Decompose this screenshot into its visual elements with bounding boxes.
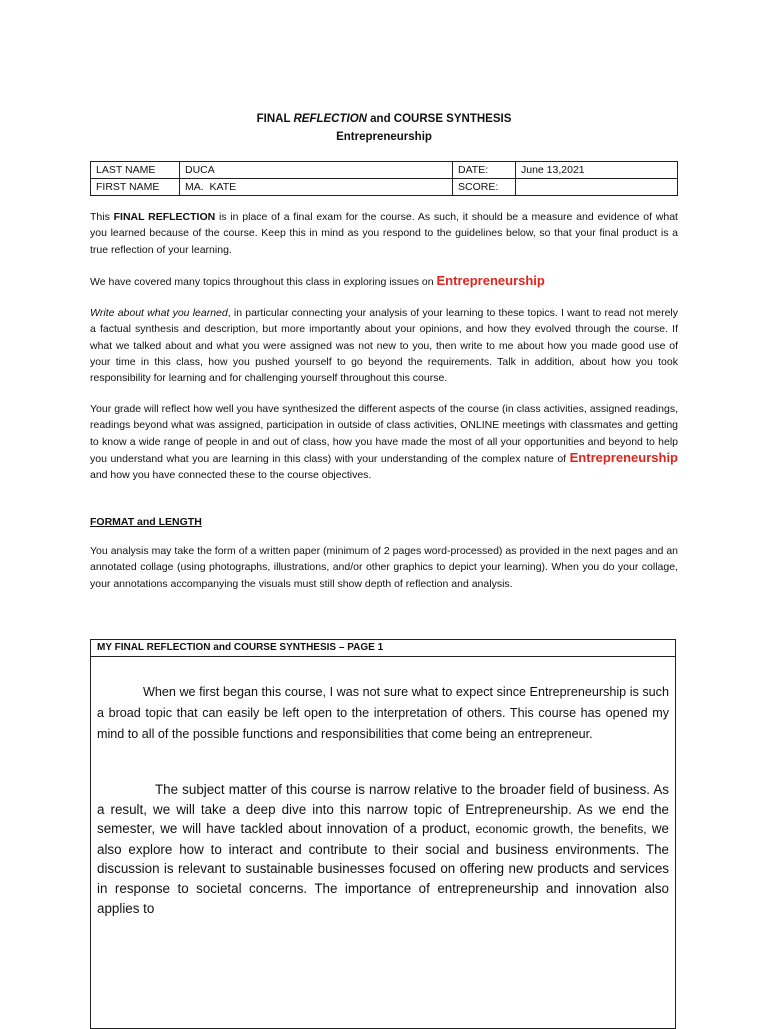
format-paragraph: You analysis may take the form of a written paper (minimum of 2 pages word-processed) as provided in the next pages and an annotated collage (using photographs, illustrations, and/or other graphics to depict your learning). When you do your collage, your annotations accompanying the visuals must still show depth of reflection and analysis. bbox=[90, 545, 678, 590]
intro-paragraph: This FINAL REFLECTION is in place of a final exam for the course. As such, it should be a measure and evidence of what you learned because of the course. Keep this in mind as you respond to the guidelines below, so that your final product is a true reflection of your learning. bbox=[90, 211, 678, 256]
table-row bbox=[91, 179, 678, 196]
student-info-table bbox=[90, 161, 678, 196]
score-label: SCORE: bbox=[453, 179, 516, 196]
title-italic-word: REFLECTION bbox=[293, 113, 367, 125]
last-name-value: DUCA bbox=[180, 162, 453, 179]
date-value: June 13,2021 bbox=[516, 162, 678, 179]
score-value bbox=[516, 179, 678, 196]
reflection-header: MY FINAL REFLECTION and COURSE SYNTHESIS – PAGE 1 bbox=[91, 640, 675, 657]
reflection-box bbox=[90, 639, 676, 1029]
topic-highlight: Entrepreneurship bbox=[569, 449, 678, 465]
reflection-paragraph-1: When we first began this course, I was not sure what to expect since Entrepreneurship is such a broad topic that can easily be left open to the interpretation of others. This course has opened my mind to all of the possible functions and responsibilities that come being an entrepreneur. bbox=[97, 685, 669, 741]
reflection-paragraph-2: The subject matter of this course is narrow relative to the broader field of business. As a result, we will take a deep dive into this narrow topic of Entrepreneurship. As we end the semester, we will have tackled about innovation of a product, economic growth, the benefits, we also explore how to interact and contribute to their social and business environments. The discussion is relevant to sustainable businesses focused on offering new products and services in response to societal concerns. The importance of entrepreneurship and innovation also applies to bbox=[97, 782, 669, 916]
date-label: DATE: bbox=[453, 162, 516, 179]
grading-paragraph: Your grade will reflect how well you have synthesized the different aspects of the course (in class activities, assigned readings, readings beyond what was assigned, participation in outside of class activities, ONLINE meetings with classmates and getting to know a wide range of people in and out of class, how you have made the most of all your opportunities and beyond to help you understand what you are learning in this class) with your understanding of the complex nature of Entrepreneurship and how you have connected these to the course objectives. bbox=[90, 403, 678, 482]
first-name-value: MA. KATE bbox=[180, 179, 453, 196]
instructions-paragraph: Write about what you learned, in particular connecting your analysis of your learning to these topics. I want to read not merely a factual synthesis and description, but more importantly about your opinions, and how they evolved through the course. If what we talked about and what you were assigned was not new to you, then write to me about how you made good use of your time in this class, how you pushed yourself to go beyond the requirements. Talk in addition, about how you took responsibility for learning and for challenging yourself throughout this course. bbox=[90, 307, 678, 385]
document-subtitle: Entrepreneurship bbox=[336, 131, 432, 143]
first-name-label: FIRST NAME bbox=[91, 179, 180, 196]
topics-paragraph: We have covered many topics throughout this class in exploring issues on Entrepreneurship bbox=[90, 273, 545, 288]
topic-highlight: Entrepreneurship bbox=[436, 273, 545, 288]
format-heading: FORMAT and LENGTH bbox=[90, 516, 202, 528]
table-row bbox=[91, 162, 678, 179]
document-title: FINAL REFLECTION and COURSE SYNTHESIS bbox=[256, 113, 512, 125]
last-name-label: LAST NAME bbox=[91, 162, 180, 179]
